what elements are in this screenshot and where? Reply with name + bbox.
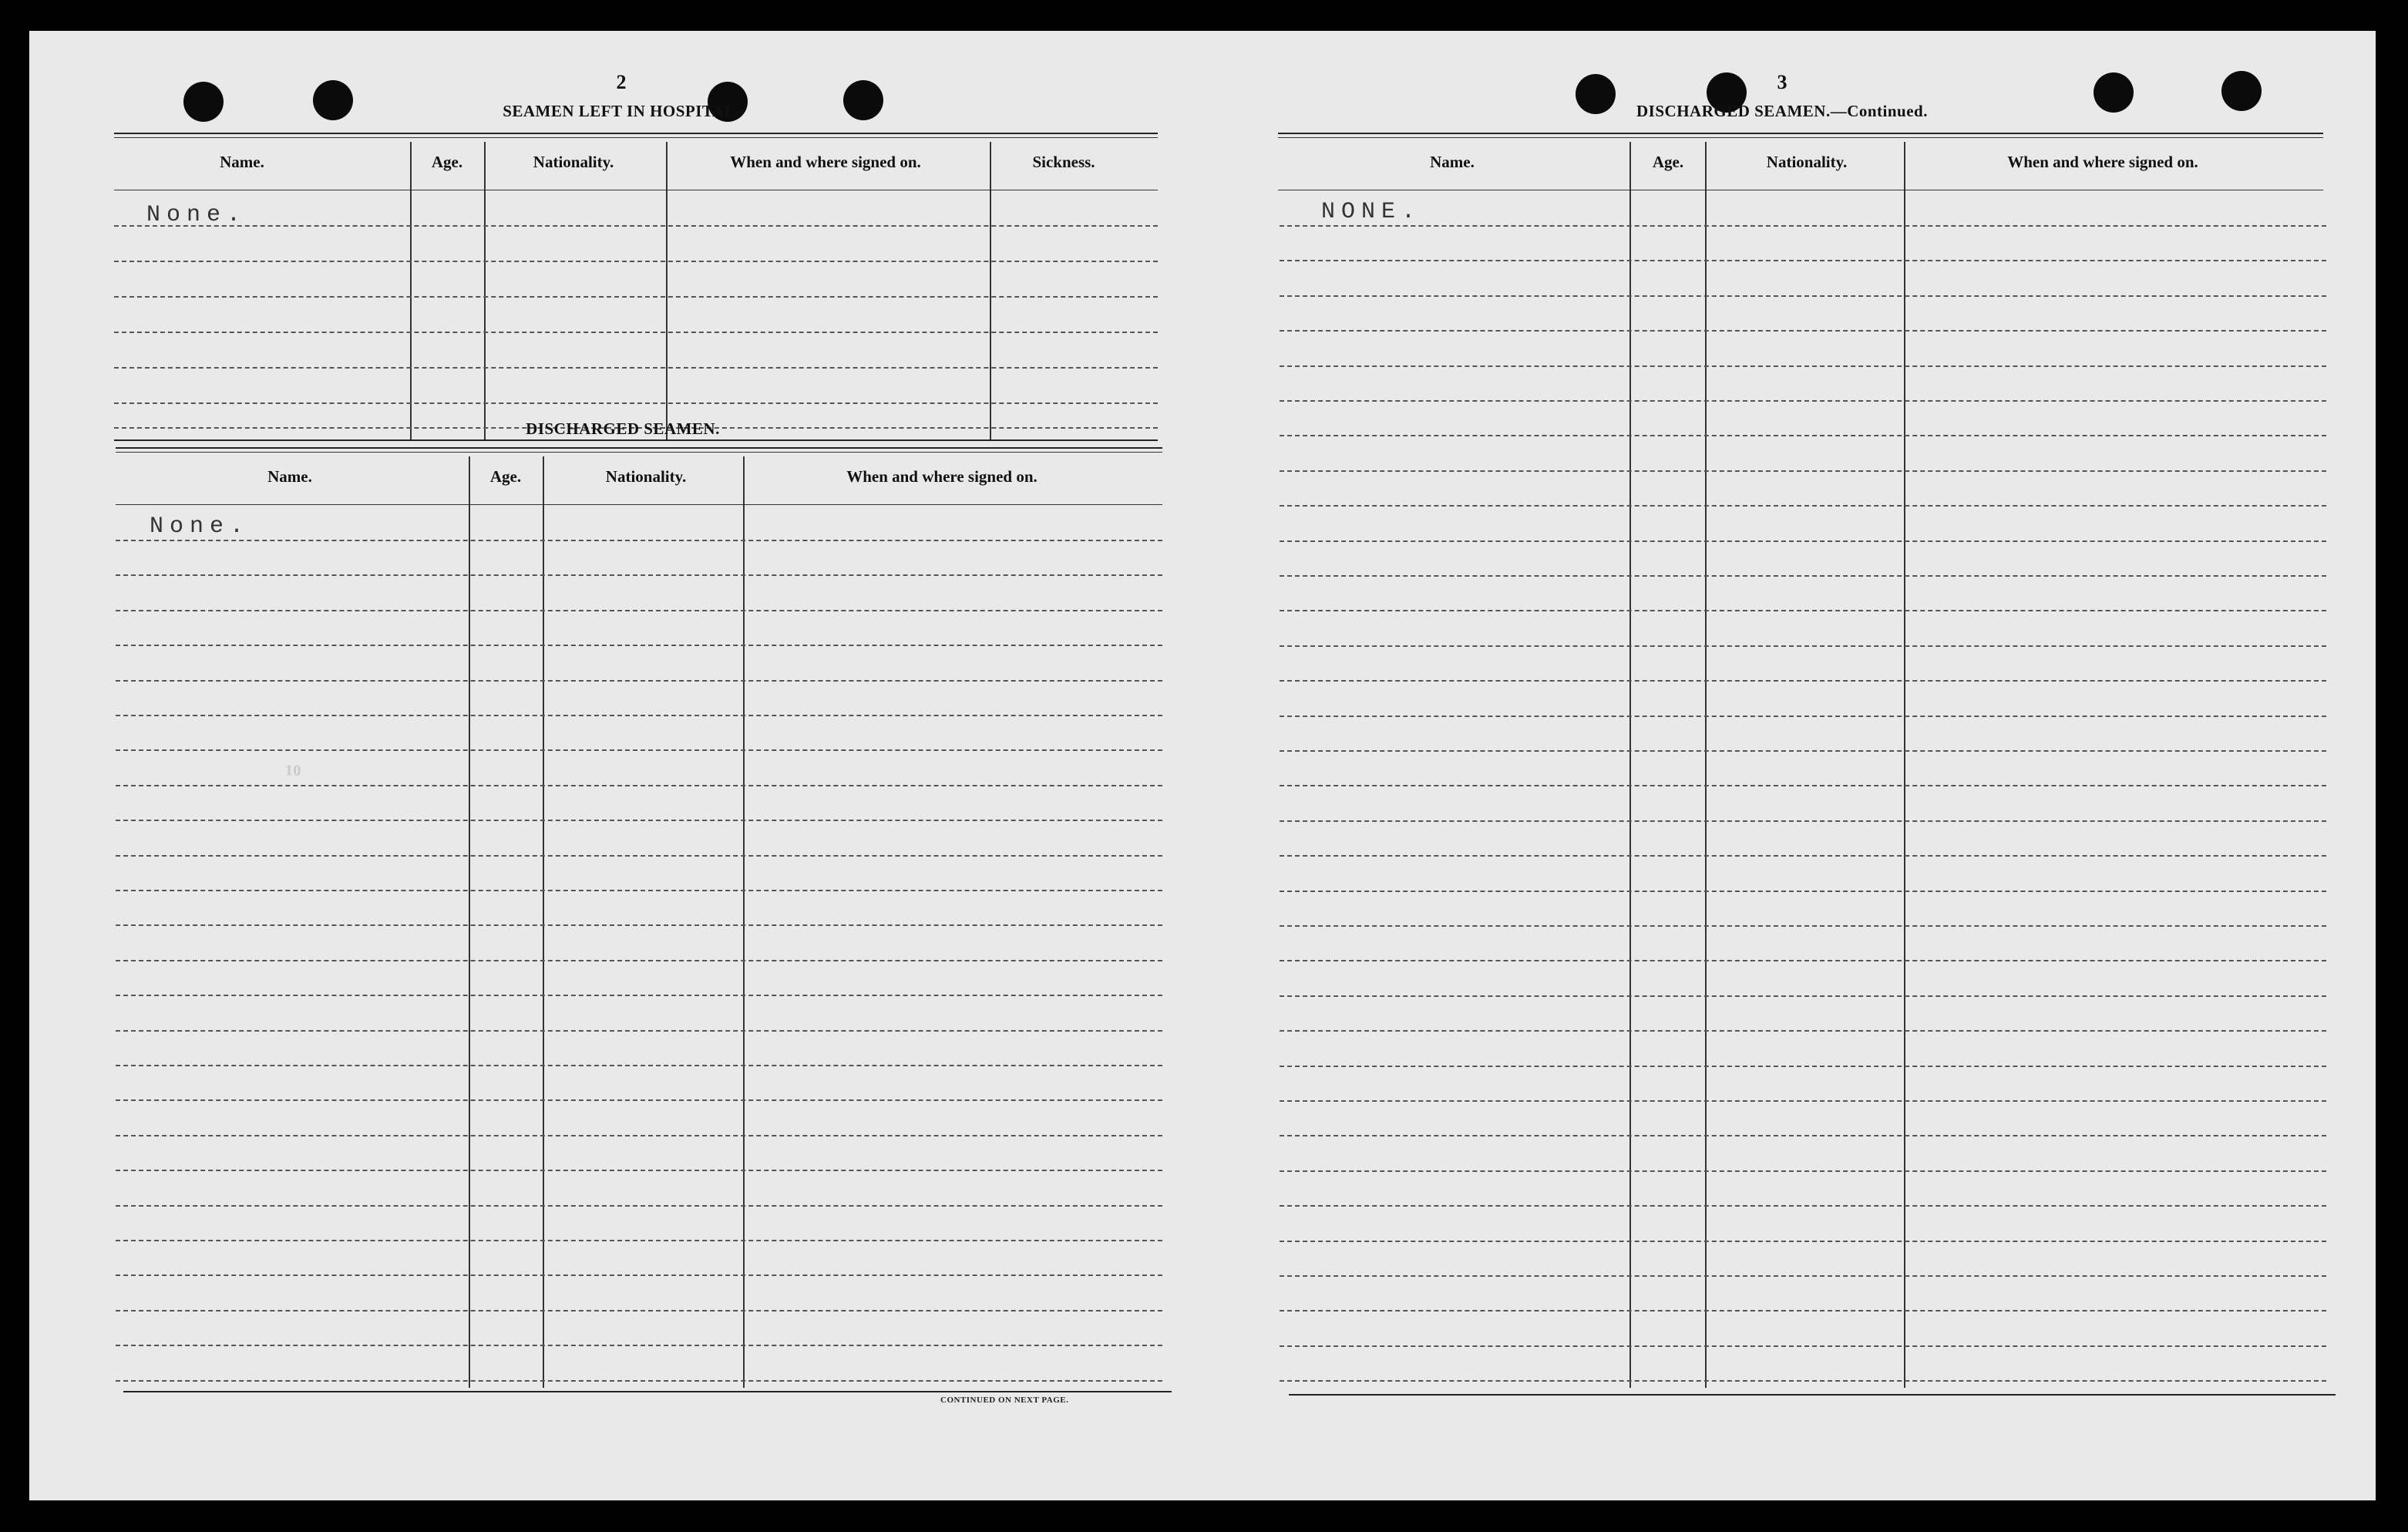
row-line [116, 855, 1162, 857]
row-line [1280, 1275, 2326, 1277]
row-line [1280, 680, 2326, 682]
row-line [114, 332, 1158, 333]
page-number-left: 2 [616, 71, 627, 93]
row-line [116, 574, 1162, 576]
row-line [116, 995, 1162, 996]
column-header-sickness: Sickness. [1032, 153, 1095, 171]
row-line [1280, 855, 2326, 857]
row-line [1280, 610, 2326, 611]
row-line [116, 1310, 1162, 1311]
row-line [1280, 925, 2326, 927]
row-line [116, 890, 1162, 891]
punch-hole [2094, 72, 2134, 113]
row-line [116, 960, 1162, 961]
column-header-signed-on: When and where signed on. [2007, 153, 2198, 171]
column-divider [484, 142, 486, 439]
rule [114, 133, 1158, 134]
row-line [1280, 1030, 2326, 1032]
rule [1278, 133, 2323, 134]
row-line [116, 1240, 1162, 1241]
column-divider [1705, 142, 1707, 1388]
row-line [1280, 1205, 2326, 1207]
row-line [1280, 750, 2326, 752]
row-line [116, 1135, 1162, 1136]
rule [114, 137, 1158, 138]
rule [123, 1391, 1172, 1392]
bleed-through-mark: ₁₀ [285, 748, 301, 776]
row-line [114, 261, 1158, 262]
row-line [116, 610, 1162, 611]
row-line [1280, 225, 2326, 227]
row-line [1280, 995, 2326, 997]
row-line [1280, 1380, 2326, 1382]
row-line [116, 1099, 1162, 1101]
row-line [114, 367, 1158, 369]
discharged-continued-entry: NONE. [1321, 199, 1422, 225]
punch-hole [2221, 71, 2262, 111]
row-line [1280, 1170, 2326, 1172]
row-line [1280, 575, 2326, 577]
row-line [1280, 295, 2326, 297]
column-divider [1629, 142, 1631, 1388]
row-line [116, 540, 1162, 541]
row-line [1280, 645, 2326, 647]
rule [114, 439, 1158, 441]
row-line [1280, 470, 2326, 472]
column-divider [1904, 142, 1905, 1388]
row-line [116, 785, 1162, 786]
row-line [1280, 1135, 2326, 1136]
row-line [1280, 1310, 2326, 1311]
rule [116, 452, 1162, 453]
row-line [1280, 330, 2326, 332]
row-line [114, 225, 1158, 227]
column-header-age: Age. [489, 467, 522, 486]
column-header-name: Name. [1430, 153, 1475, 171]
column-divider [990, 142, 991, 439]
row-line [1280, 1066, 2326, 1067]
punch-hole [1576, 74, 1616, 114]
row-line [116, 1380, 1162, 1382]
section-title-discharged: DISCHARGED SEAMEN. [526, 419, 720, 438]
rule [1278, 137, 2323, 138]
column-header-signed-on: When and where signed on. [730, 153, 921, 171]
punch-hole [843, 80, 883, 120]
row-line [116, 1345, 1162, 1346]
row-line [116, 924, 1162, 926]
row-line [1280, 820, 2326, 822]
row-line [116, 1274, 1162, 1276]
row-line [116, 1030, 1162, 1032]
page-number-right: 3 [1777, 71, 1788, 93]
column-divider [469, 456, 470, 1388]
row-line [116, 1170, 1162, 1171]
column-header-age: Age. [1652, 153, 1684, 171]
column-header-age: Age. [431, 153, 463, 171]
row-line [1280, 260, 2326, 261]
continued-note: CONTINUED ON NEXT PAGE. [940, 1396, 1069, 1405]
column-divider [743, 456, 745, 1388]
row-line [116, 680, 1162, 682]
row-line [114, 296, 1158, 298]
column-header-name: Name. [220, 153, 264, 171]
row-line [1280, 785, 2326, 786]
row-line [114, 402, 1158, 404]
row-line [1280, 891, 2326, 892]
column-header-nationality: Nationality. [533, 153, 614, 171]
column-header-name: Name. [267, 467, 312, 486]
row-line [116, 749, 1162, 751]
section-title-discharged-continued: DISCHARGED SEAMEN.—Continued. [1636, 102, 1928, 120]
row-line [1280, 715, 2326, 717]
column-divider [666, 142, 668, 439]
row-line [116, 645, 1162, 646]
row-line [116, 820, 1162, 821]
row-line [116, 715, 1162, 716]
column-divider [410, 142, 412, 439]
column-header-signed-on: When and where signed on. [846, 467, 1038, 486]
punch-hole [313, 80, 353, 120]
row-line [116, 1205, 1162, 1207]
row-line [1280, 365, 2326, 367]
row-line [1280, 400, 2326, 402]
section-title-hospital: SEAMEN LEFT IN HOSPITAL. [503, 102, 740, 120]
row-line [1280, 960, 2326, 961]
row-line [1280, 1345, 2326, 1347]
punch-hole [183, 82, 224, 122]
row-line [1280, 505, 2326, 507]
column-header-nationality: Nationality. [1766, 153, 1848, 171]
row-line [1280, 540, 2326, 542]
row-line [116, 1065, 1162, 1066]
rule [1289, 1394, 2336, 1396]
discharged-entry: None. [150, 513, 251, 540]
row-line [1280, 1241, 2326, 1242]
row-line [1280, 435, 2326, 436]
column-divider [543, 456, 544, 1388]
row-line [1280, 1100, 2326, 1102]
rule [116, 447, 1162, 449]
document-sheet [29, 31, 2376, 1500]
header-rule [116, 504, 1162, 505]
hospital-entry: None. [146, 202, 247, 228]
column-header-nationality: Nationality. [605, 467, 687, 486]
